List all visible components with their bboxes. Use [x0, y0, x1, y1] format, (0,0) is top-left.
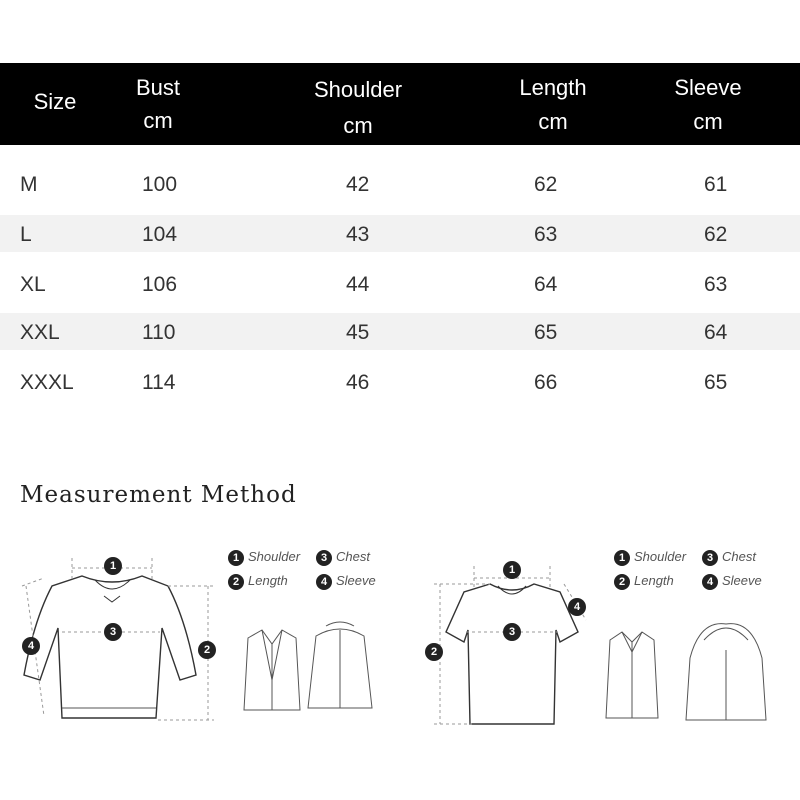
- marker-shoulder-right: 1: [503, 561, 521, 579]
- legend-item-length: 2 Length: [614, 573, 674, 590]
- marker-sleeve-left: 4: [22, 637, 40, 655]
- header-length: Length cm: [519, 75, 587, 134]
- header-bust: Bust cm: [135, 75, 181, 133]
- marker-length-right: 2: [425, 643, 443, 661]
- measurement-method-title: Measurement Method: [20, 482, 297, 508]
- legend-item-sleeve: 4 Sleeve: [316, 573, 376, 590]
- marker-chest-left: 3: [104, 623, 122, 641]
- marker-shoulder-left: 1: [104, 557, 122, 575]
- table-header: [0, 63, 800, 145]
- marker-sleeve-right: 4: [568, 598, 586, 616]
- marker-chest-right: 3: [503, 623, 521, 641]
- legend-item-shoulder: 1 Shoulder: [614, 549, 686, 566]
- legend-item-chest: 3 Chest: [316, 549, 370, 566]
- legend-item-shoulder: 1 Shoulder: [228, 549, 300, 566]
- marker-length-left: 2: [198, 641, 216, 659]
- table-row: XXL 110 45 65 64: [0, 313, 800, 350]
- header-sleeve: Sleeve cm: [674, 75, 742, 134]
- table-row: XL 106 44 64 63: [20, 273, 728, 296]
- header-size: Size: [33, 89, 77, 114]
- table-row: L 104 43 63 62: [0, 215, 800, 252]
- header-shoulder: Shoulder cm: [313, 77, 403, 138]
- legend-item-length: 2 Length: [228, 573, 288, 590]
- table-row: XXXL 114 46 66 65: [20, 371, 728, 394]
- legend-item-chest: 3 Chest: [702, 549, 756, 566]
- tshirt-measurement-diagram: [400, 540, 800, 740]
- table-row: M 100 42 62 61: [20, 173, 728, 196]
- size-chart-table: [0, 63, 800, 145]
- legend-item-sleeve: 4 Sleeve: [702, 573, 762, 590]
- sweater-measurement-diagram: [0, 540, 400, 740]
